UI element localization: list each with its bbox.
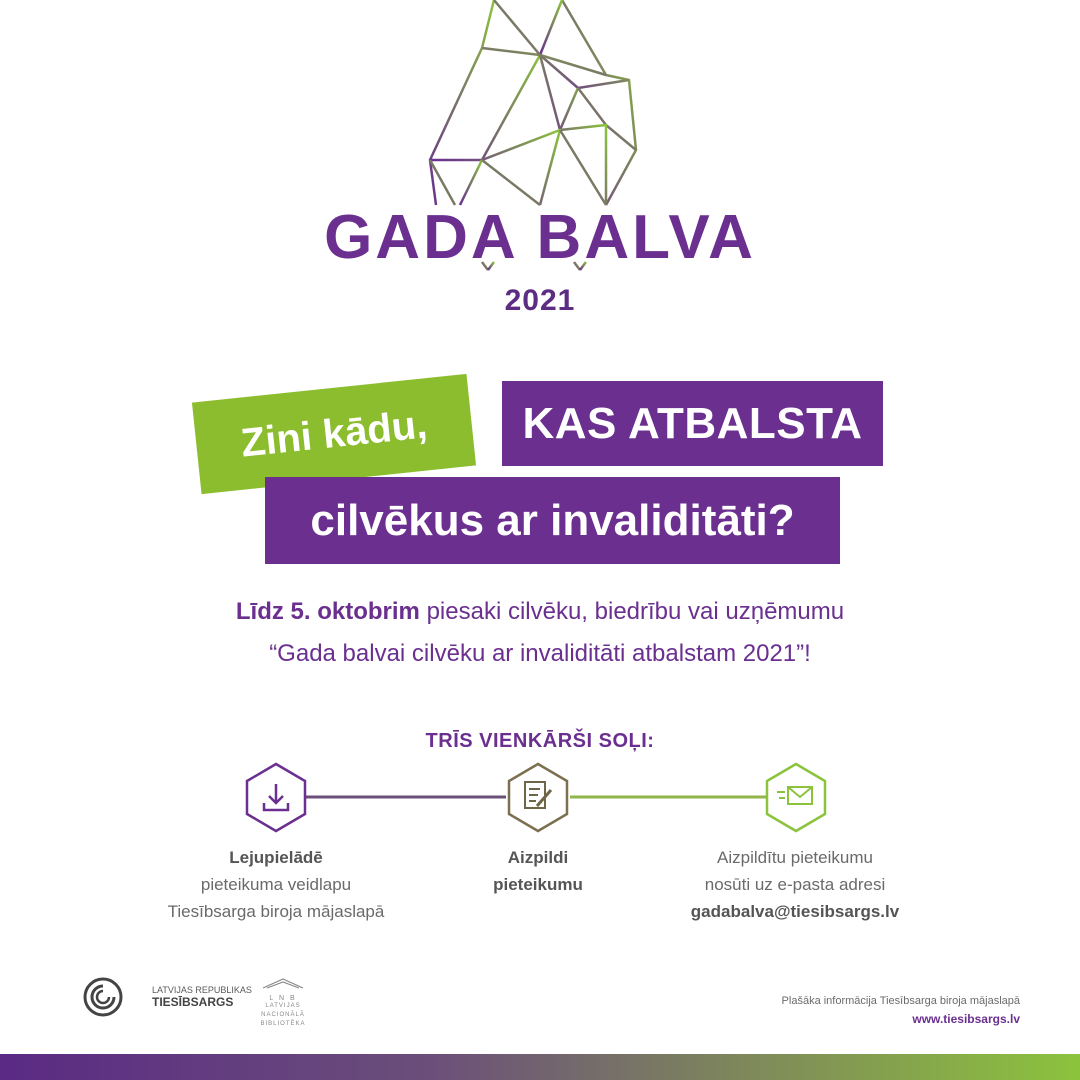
library-line2: LATVIJAS bbox=[265, 1003, 301, 1009]
envelope-send-icon bbox=[767, 764, 825, 831]
step-2-bold2: pieteikumu bbox=[493, 875, 583, 894]
steps-title: TRĪS VIENKĀRŠI SOĻI: bbox=[425, 730, 655, 752]
footer-info-text: Plašāka informācija Tiesībsarga biroja mājaslapā bbox=[781, 995, 1020, 1007]
step-2-text bbox=[438, 844, 638, 898]
headline-part1: Zini kādu, bbox=[238, 401, 430, 466]
step-1-line2: pieteikuma veidlapu bbox=[200, 875, 352, 894]
ombudsman-line2: TIESĪBSARGS bbox=[152, 995, 234, 1009]
step-3-text bbox=[670, 844, 920, 925]
circle-logo-icon bbox=[80, 976, 126, 1022]
award-logo bbox=[0, 0, 1080, 290]
step-3-email[interactable]: gadabalva@tiesibsargs.lv bbox=[690, 902, 900, 921]
step-3-line2: nosūti uz e-pasta adresi bbox=[704, 875, 886, 894]
library-logo bbox=[258, 976, 308, 1029]
lead-line1-rest: piesaki cilvēku, biedrību vai uzņēmumu bbox=[426, 598, 845, 625]
headline-part3: cilvēkus ar invaliditāti? bbox=[310, 495, 795, 545]
ombudsman-line1: LATVIJAS REPUBLIKAS bbox=[152, 985, 252, 995]
lead-deadline: Līdz 5. oktobrim bbox=[235, 598, 420, 625]
library-line4: BIBLIOTĒKA bbox=[260, 1021, 306, 1027]
step-2-bold1: Aizpildi bbox=[507, 848, 569, 867]
lead-line-2: “Gada balvai cilvēku ar invaliditāti atbalstam 2021”! bbox=[269, 640, 811, 667]
step-1-line3: Tiesībsarga biroja mājaslapā bbox=[167, 902, 385, 921]
award-title: GADA BALVA bbox=[324, 203, 756, 272]
document-edit-icon bbox=[509, 764, 567, 831]
steps-connector bbox=[0, 755, 1080, 845]
step-1-bold: Lejupielādē bbox=[229, 848, 323, 867]
award-year: 2021 bbox=[504, 284, 576, 317]
headline-purple-box-2 bbox=[265, 477, 840, 564]
ombudsman-logo bbox=[152, 984, 252, 1008]
download-icon bbox=[247, 764, 305, 831]
library-roof-icon bbox=[261, 976, 305, 990]
library-line3: NACIONĀLĀ bbox=[261, 1012, 305, 1018]
polygon-heart-icon bbox=[430, 0, 636, 205]
step-3-line1: Aizpildītu pieteikumu bbox=[717, 848, 873, 867]
bottom-gradient-bar bbox=[0, 1054, 1080, 1080]
headline-purple-box-1 bbox=[502, 381, 883, 466]
library-line1: L N B bbox=[269, 995, 297, 1002]
footer-info bbox=[782, 992, 1020, 1028]
lead-line-1 bbox=[0, 598, 1080, 626]
footer-url[interactable]: www.tiesibsargs.lv bbox=[912, 1012, 1020, 1026]
headline-part2: KAS ATBALSTA bbox=[522, 398, 863, 448]
step-1-text bbox=[160, 844, 392, 925]
